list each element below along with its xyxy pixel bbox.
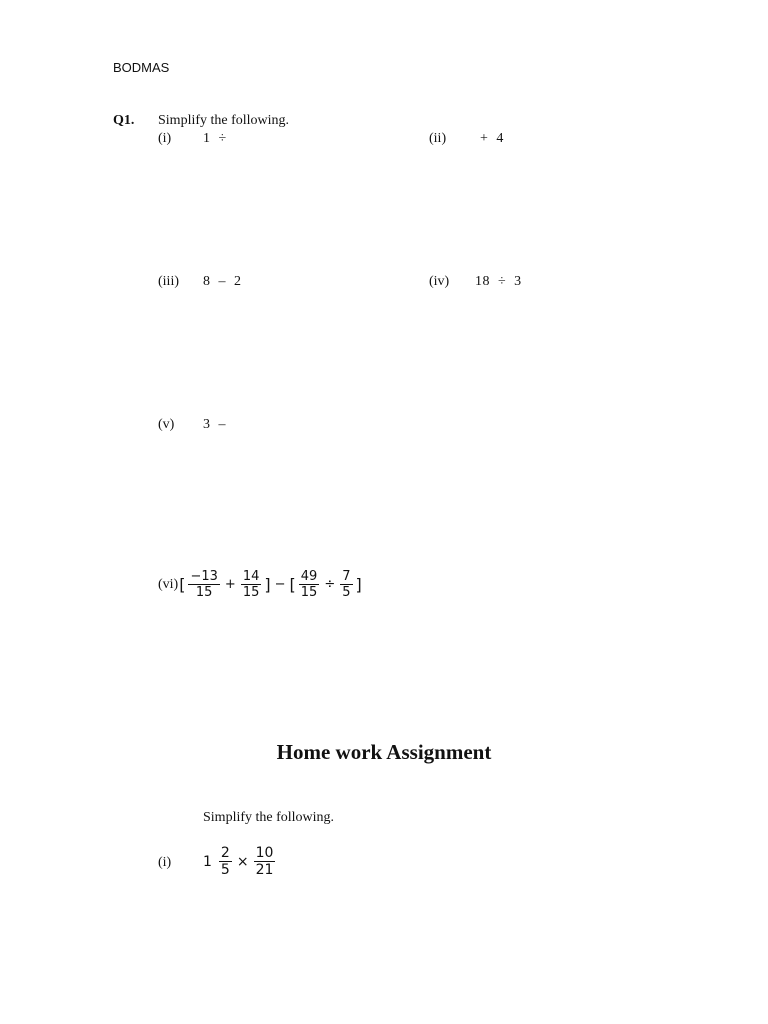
item-expression-iii: 8 – 2 [203, 274, 242, 289]
numerator: 7 [342, 569, 351, 584]
divide-operator: ÷ [324, 577, 336, 592]
item-expression-i: 1 ÷ [203, 131, 227, 146]
denominator: 21 [255, 862, 274, 878]
close-bracket: ] [264, 575, 271, 594]
denominator: 15 [242, 585, 260, 600]
fraction [188, 569, 219, 600]
item-label-iv: (iv) [429, 274, 450, 289]
minus-operator: − [274, 577, 286, 592]
plus-operator: + [224, 577, 236, 592]
fraction [241, 569, 262, 600]
close-bracket: ] [355, 575, 362, 594]
fraction [340, 569, 352, 600]
numerator: −13 [190, 569, 218, 584]
homework-item-label-i: (i) [158, 855, 172, 870]
whole-number: 1 [203, 853, 212, 870]
item-label-ii: (ii) [429, 131, 447, 146]
question-label: Q1. [113, 113, 135, 128]
item-expression-iv: 18 ÷ 3 [475, 274, 522, 289]
numerator: 49 [300, 569, 318, 584]
item-label-vi: (vi) [158, 576, 179, 592]
denominator: 5 [342, 585, 351, 600]
fraction [299, 569, 320, 600]
homework-title: Home work Assignment [276, 740, 492, 764]
fraction [219, 845, 232, 878]
item-label-iii: (iii) [158, 274, 179, 289]
item-expression-vi [158, 569, 363, 600]
denominator: 15 [300, 585, 318, 600]
item-expression-ii: + 4 [480, 131, 504, 146]
denominator: 5 [220, 862, 230, 878]
denominator: 15 [195, 585, 213, 600]
item-label-i: (i) [158, 131, 172, 146]
fraction [254, 845, 276, 878]
document-title: BODMAS [113, 60, 170, 75]
multiply-operator: × [236, 853, 249, 870]
homework-item-expression-i [203, 845, 277, 878]
open-bracket: [ [179, 575, 186, 594]
numerator: 2 [220, 845, 230, 861]
item-expression-v: 3 – [203, 417, 226, 432]
numerator: 14 [242, 569, 260, 584]
question-instruction: Simplify the following. [158, 113, 290, 128]
open-bracket: [ [289, 575, 296, 594]
numerator: 10 [255, 845, 274, 861]
item-label-v: (v) [158, 417, 175, 432]
homework-instruction: Simplify the following. [203, 810, 335, 825]
